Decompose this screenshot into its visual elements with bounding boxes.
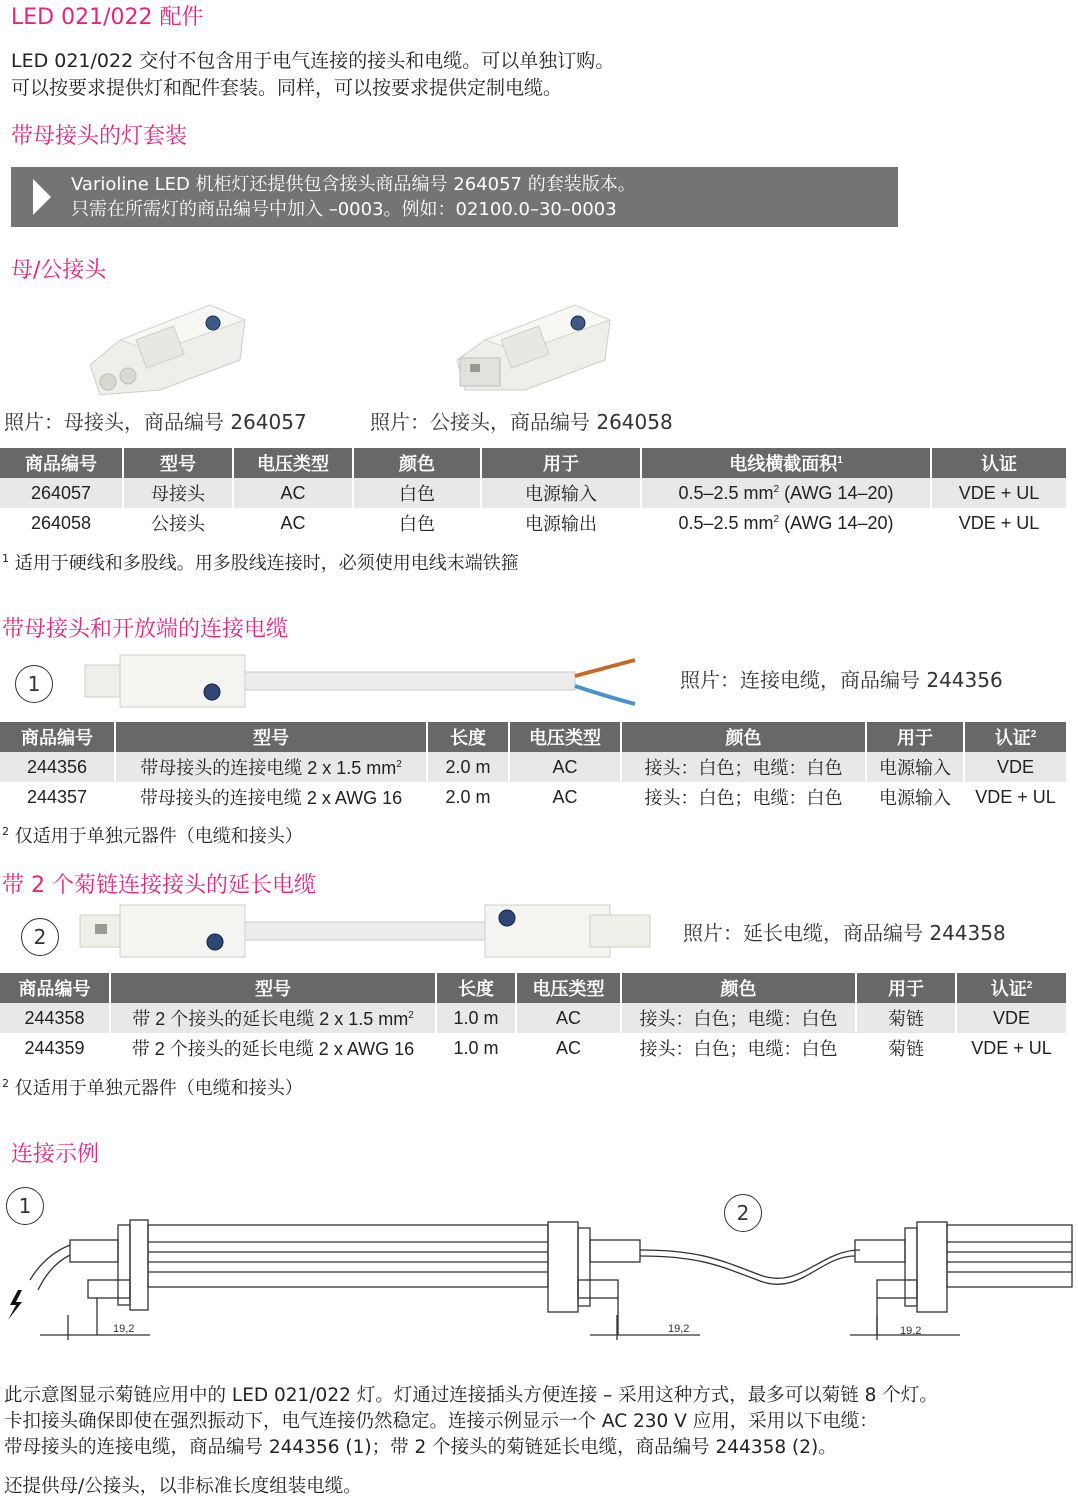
cable1-heading: 带母接头和开放端的连接电缆 [2,617,289,642]
table-row [0,752,1066,782]
col-header-area: 电线横截面积$^1$ [641,448,931,478]
table-row [0,508,1066,538]
diagram-badge-2: 2 [724,1194,762,1232]
cell-model: 公接头 [123,508,233,538]
page-title: LED 021/022 配件 [11,5,204,30]
cell-cert: VDE + UL [931,478,1066,508]
col-header-use: 用于 [481,448,641,478]
cell-length: 2.0 m [427,752,509,782]
cell-use: 菊链 [856,1003,956,1033]
cell-sku: 244357 [0,782,115,812]
kit-heading: 带母接头的灯套装 [11,124,188,149]
cell-model: 带母接头的连接电缆 2 x 1.5 $mm^2$ [115,752,427,782]
cell-model: 带 2 个接头的延长电缆 2 x AWG 16 [110,1033,436,1063]
example-heading: 连接示例 [11,1142,100,1167]
cell-length: 1.0 m [436,1003,516,1033]
dimension-label: 19,2 [113,1323,135,1335]
cell-use: 电源输入 [866,752,964,782]
connectors-table [0,448,1066,538]
col-header-voltage: 电压类型 [516,973,621,1003]
col-header-color: 颜色 [621,722,866,752]
cable2-footnote: $^2$ 仅适用于单独元器件（电缆和接头） [2,1077,303,1099]
col-header-color: 颜色 [621,973,856,1003]
connection-example-diagram [0,1180,1078,1350]
kit-banner-line-1: Varioline LED 机柜灯还提供包含接头商品编号 264057 的套装版本。 [71,174,636,195]
cell-cert: VDE + UL [971,1037,1052,1058]
example-text-1: 此示意图显示菊链应用中的 LED 021/022 灯。灯通过连接插头方便连接 – 采用这种方式，最多可以菊链 8 个灯。 [4,1385,938,1406]
arrow-right-icon [33,179,51,215]
cell-model: 带 2 个接头的延长电缆 2 x 1.5 $mm^2$ [110,1003,436,1033]
female-connector-image [80,290,255,400]
cell-voltage: AC [516,1003,621,1033]
female-connector-caption: 照片：母接头，商品编号 264057 [4,410,307,434]
table-row [0,1033,1066,1063]
col-header-cert: 认证$^2$ [964,722,1066,752]
example-text-3: 带母接头的连接电缆，商品编号 244356 (1)；带 2 个接头的菊链延长电缆，商品编号 244358 (2)。 [4,1437,837,1458]
cable2-caption: 照片：延长电缆，商品编号 244358 [683,921,1006,945]
male-connector-image [445,290,620,400]
connection-cable-image [75,650,655,712]
cell-voltage: AC [509,782,621,812]
example-text-4: 还提供母/公接头，以非标准长度组装电缆。 [4,1476,362,1497]
col-header-model: 型号 [110,973,436,1003]
col-header-voltage: 电压类型 [233,448,353,478]
col-header-sku: 商品编号 [0,448,123,478]
cell-color: 接头：白色；电缆：白色 [621,752,866,782]
table-row [0,782,1066,812]
col-header-sku: 商品编号 [0,722,115,752]
connectors-heading: 母/公接头 [11,258,107,283]
cell-color: 接头：白色；电缆：白色 [621,782,866,812]
col-header-length: 长度 [427,722,509,752]
cell-model: 母接头 [123,478,233,508]
cell-color: 白色 [353,508,481,538]
col-header-use: 用于 [856,973,956,1003]
cell-voltage: AC [509,752,621,782]
cell-sku: 244358 [0,1003,110,1033]
col-header-model: 型号 [115,722,427,752]
badge-1: 1 [15,665,53,703]
table-row [0,1003,1066,1033]
kit-banner-line-2: 只需在所需灯的商品编号中加入 –0003。例如：02100.0–30–0003 [71,199,617,220]
kit-info-banner [11,167,898,227]
cell-use: 电源输入 [866,782,964,812]
cell-voltage: AC [233,478,353,508]
col-header-model: 型号 [123,448,233,478]
dimension-label: 19,2 [668,1323,690,1335]
cell-use: 电源输入 [481,478,641,508]
cell-cert: VDE + UL [975,786,1056,807]
cable1-table [0,722,1066,812]
diagram-badge-1: 1 [6,1187,44,1225]
cable2-table [0,973,1066,1063]
col-header-sku: 商品编号 [0,973,110,1003]
dimension-label: 19,2 [900,1325,922,1337]
example-text-2: 卡扣接头确保即使在强烈振动下，电气连接仍然稳定。连接示例显示一个 AC 230 V 应用，采用以下电缆： [4,1411,878,1432]
intro-line-2: 可以按要求提供灯和配件套装。同样，可以按要求提供定制电缆。 [11,77,563,99]
cable2-heading: 带 2 个菊链连接接头的延长电缆 [2,873,316,898]
cell-sku: 244356 [0,752,115,782]
cell-area: 0.5–2.5 $mm^2$ (AWG 14–20) [641,508,931,538]
cell-use: 菊链 [856,1033,956,1063]
cell-sku: 264057 [0,478,123,508]
col-header-cert: 认证 [931,448,1066,478]
cell-use: 电源输出 [481,508,641,538]
footnote-ref: 1 [837,455,843,466]
cell-sku: 264058 [0,508,123,538]
cell-cert: VDE [964,752,1066,782]
badge-2: 2 [21,918,59,956]
col-header-cert: 认证$^2$ [956,973,1066,1003]
col-header-use: 用于 [866,722,964,752]
connectors-footnote: $^1$ 适用于硬线和多股线。用多股线连接时，必须使用电线末端铁箍 [2,552,519,574]
cell-color: 白色 [353,478,481,508]
col-header-color: 颜色 [353,448,481,478]
cell-voltage: AC [516,1033,621,1063]
cell-model: 带母接头的连接电缆 2 x AWG 16 [115,782,427,812]
intro-line-1: LED 021/022 交付不包含用于电气连接的接头和电缆。可以单独订购。 [11,50,615,72]
male-connector-caption: 照片：公接头，商品编号 264058 [370,410,673,434]
cell-length: 1.0 m [436,1033,516,1063]
cell-color: 接头：白色；电缆：白色 [621,1003,856,1033]
cell-color: 接头：白色；电缆：白色 [621,1033,856,1063]
cable1-caption: 照片：连接电缆，商品编号 244356 [680,668,1003,692]
table-row [0,478,1066,508]
cell-area: 0.5–2.5 $mm^2$ (AWG 14–20) [641,478,931,508]
col-header-length: 长度 [436,973,516,1003]
cell-cert: VDE [956,1003,1066,1033]
cell-voltage: AC [233,508,353,538]
cell-length: 2.0 m [427,782,509,812]
cell-sku: 244359 [0,1033,110,1063]
cell-cert: VDE + UL [958,512,1040,533]
col-header-voltage: 电压类型 [509,722,621,752]
extension-cable-image [75,900,655,962]
cable1-footnote: $^2$ 仅适用于单独元器件（电缆和接头） [2,825,303,847]
